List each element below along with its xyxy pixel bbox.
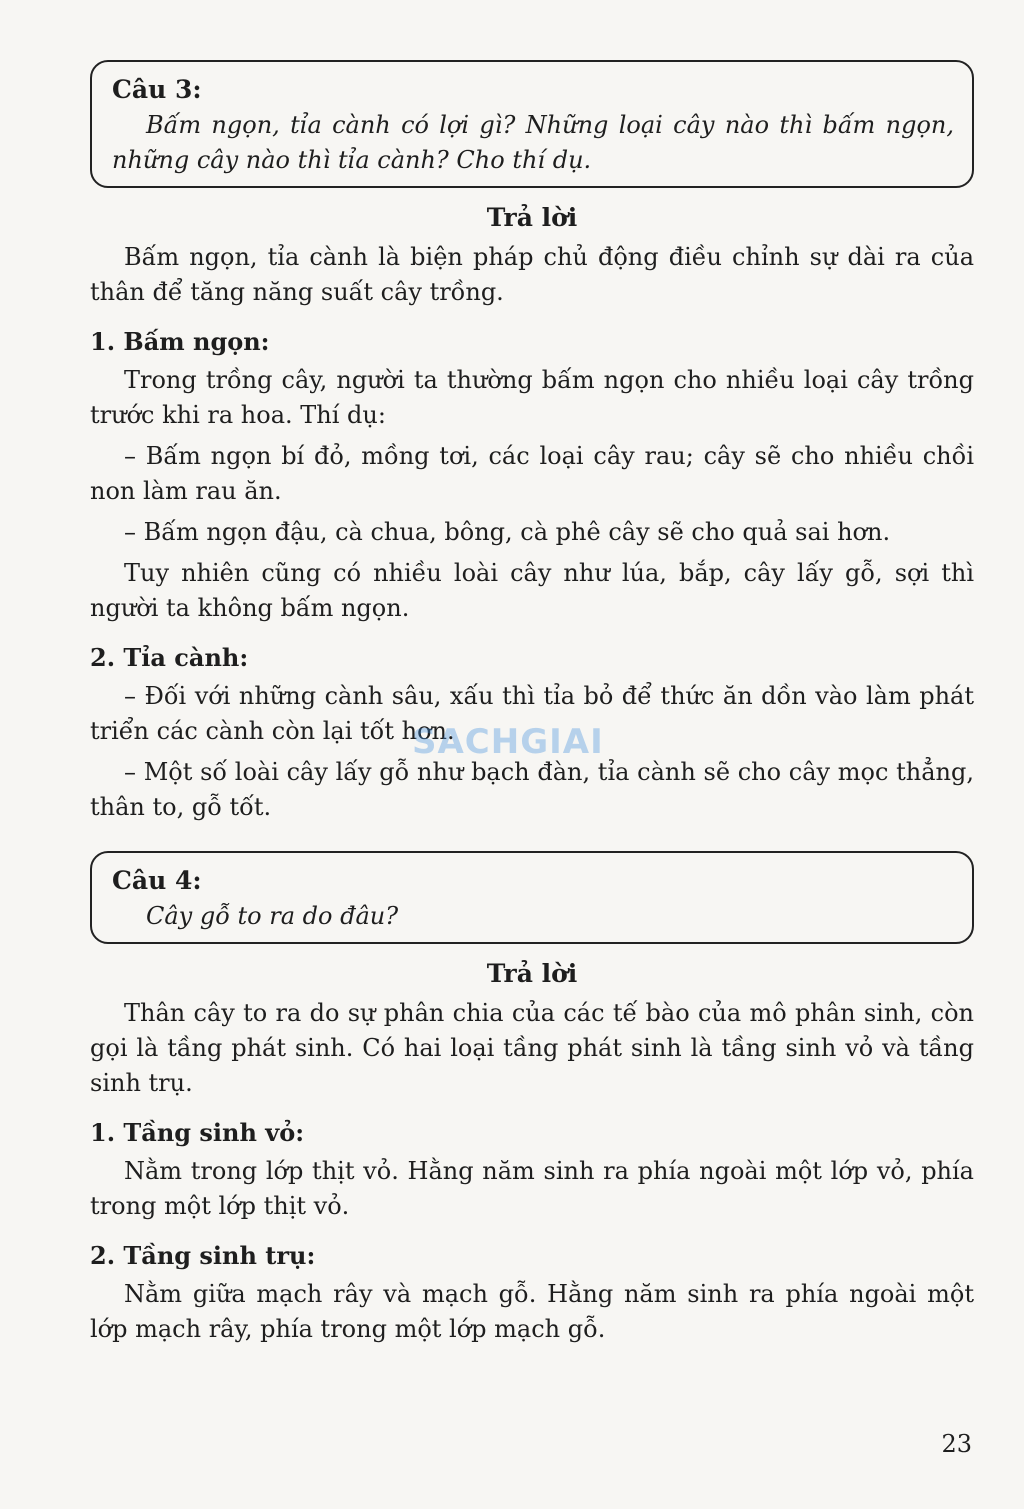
question-4-title: Câu 4: bbox=[112, 866, 202, 895]
answer-3-intro: Bấm ngọn, tỉa cành là biện pháp chủ động điều chỉnh sự dài ra của thân để tăng năng suất cây trồng. bbox=[90, 243, 974, 306]
answer-3-section-1-paragraph: Tuy nhiên cũng có nhiều loài cây như lúa, bắp, cây lấy gỗ, sợi thì người ta không bấm ngọn. bbox=[90, 559, 974, 622]
question-4-text: Cây gỗ to ra do đâu? bbox=[146, 902, 399, 930]
answer-4-section-2-paragraph: Nằm giữa mạch rây và mạch gỗ. Hằng năm sinh ra phía ngoài một lớp mạch rây, phía trong một lớp mạch gỗ. bbox=[90, 1280, 974, 1343]
answer-3-heading: Trả lời bbox=[486, 203, 578, 232]
answer-4-section-1-paragraph: Nằm trong lớp thịt vỏ. Hằng năm sinh ra phía ngoài một lớp vỏ, phía trong một lớp thịt vỏ. bbox=[90, 1157, 974, 1220]
answer-3-section-2-heading: 2. Tỉa cành: bbox=[90, 643, 249, 672]
answer-4-intro: Thân cây to ra do sự phân chia của các tế bào của mô phân sinh, còn gọi là tầng phát sinh. Có hai loại tầng phát sinh là tầng sinh vỏ và tầng sinh trụ. bbox=[90, 999, 974, 1097]
watermark-logo: SACHGIAI bbox=[412, 722, 604, 762]
answer-3-section-2-item: – Đối với những cành sâu, xấu thì tỉa bỏ để thức ăn dồn vào làm phát triển các cành còn lại tốt hơn. bbox=[90, 682, 974, 745]
answer-4-section-1-heading: 1. Tầng sinh vỏ: bbox=[90, 1118, 305, 1147]
page-number: 23 bbox=[941, 1430, 972, 1458]
answer-4-section-2-heading: 2. Tầng sinh trụ: bbox=[90, 1241, 316, 1270]
question-3-title: Câu 3: bbox=[112, 75, 202, 104]
question-3-box bbox=[90, 60, 974, 188]
answer-3-section-1-item: – Bấm ngọn bí đỏ, mồng tơi, các loại cây rau; cây sẽ cho nhiều chồi non làm rau ăn. bbox=[90, 442, 974, 505]
question-3-text: Bấm ngọn, tỉa cành có lợi gì? Những loại cây nào thì bấm ngọn, những cây nào thì tỉa cành? Cho thí dụ. bbox=[112, 111, 954, 174]
page-content bbox=[90, 60, 974, 1353]
answer-3-section-1-heading: 1. Bấm ngọn: bbox=[90, 327, 270, 356]
answer-3-section-1-paragraph: Trong trồng cây, người ta thường bấm ngọn cho nhiều loại cây trồng trước khi ra hoa. Thí dụ: bbox=[90, 366, 974, 429]
answer-3-section-1-item: – Bấm ngọn đậu, cà chua, bông, cà phê cây sẽ cho quả sai hơn. bbox=[124, 518, 891, 546]
question-4-box bbox=[90, 851, 974, 944]
answer-3-section-2-item: – Một số loài cây lấy gỗ như bạch đàn, tỉa cành sẽ cho cây mọc thẳng, thân to, gỗ tốt. bbox=[90, 758, 974, 821]
answer-4-heading: Trả lời bbox=[486, 959, 578, 988]
